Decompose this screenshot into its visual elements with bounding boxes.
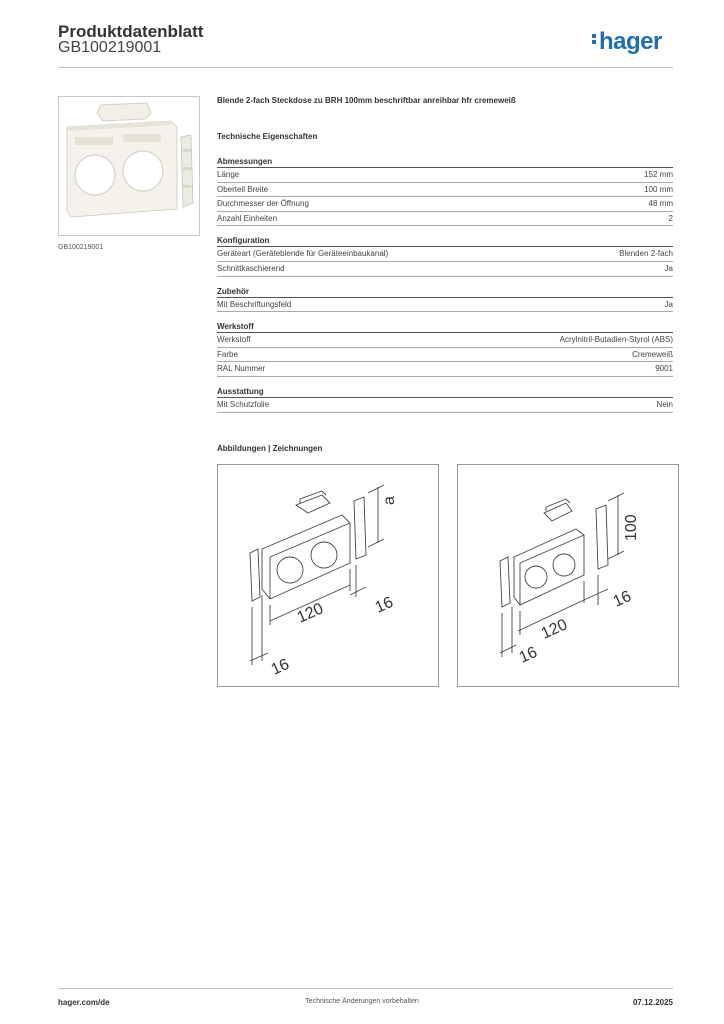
drawing-2-svg xyxy=(458,465,678,686)
spec-row xyxy=(217,183,673,198)
spec-content xyxy=(217,96,673,421)
spec-row xyxy=(217,212,673,227)
spec-value: 9001 xyxy=(655,364,673,374)
spec-value: Blenden 2-fach xyxy=(619,249,673,259)
product-name: Blende 2-fach Steckdose zu BRH 100mm beschriftbar anreihbar hfr cremeweiß xyxy=(217,96,516,105)
spec-row xyxy=(217,362,673,377)
hager-logo xyxy=(592,28,662,56)
spec-label: RAL Nummer xyxy=(217,364,266,374)
dim-label-width: 120 xyxy=(538,616,571,643)
spec-group-material xyxy=(217,320,673,377)
technical-drawing-1 xyxy=(217,464,439,687)
figures-heading: Abbildungen | Zeichnungen xyxy=(217,444,323,453)
dim-label-width: 120 xyxy=(294,600,327,627)
spec-group-configuration xyxy=(217,234,673,276)
document-number: GB100219001 xyxy=(58,39,162,56)
spec-row xyxy=(217,197,673,212)
section-heading: Technische Eigenschaften xyxy=(217,132,318,141)
dim-label-height: 100 xyxy=(623,514,640,541)
cover-plate-image xyxy=(59,97,199,235)
spec-row xyxy=(217,168,673,183)
drawing-1-svg xyxy=(218,465,438,686)
header-divider xyxy=(58,67,673,68)
spec-label: Schnittkaschierend xyxy=(217,263,285,273)
spec-groups xyxy=(217,155,673,413)
spec-label: Oberteil Breite xyxy=(217,184,269,194)
spec-row xyxy=(217,262,673,277)
dim-label-a: a xyxy=(381,496,398,505)
spec-label: Anzahl Einheiten xyxy=(217,213,278,223)
spec-label: Länge xyxy=(217,170,240,179)
group-title: Werkstoff xyxy=(217,320,673,333)
spec-row xyxy=(217,398,673,413)
dim-label-side: 16 xyxy=(610,587,634,611)
spec-value: Ja xyxy=(664,299,673,309)
spec-group-equipment xyxy=(217,385,673,413)
spec-value: 2 xyxy=(668,213,673,223)
footer-disclaimer: Technische Änderungen vorbehalten xyxy=(305,998,419,1005)
group-title: Zubehör xyxy=(217,285,673,298)
group-title: Konfiguration xyxy=(217,234,673,247)
spec-label: Farbe xyxy=(217,349,238,359)
spec-group-dimensions xyxy=(217,155,673,226)
spec-row xyxy=(217,247,673,262)
spec-label: Durchmesser der Öffnung xyxy=(217,199,309,209)
dim-label-left: 16 xyxy=(516,643,540,667)
footer-divider xyxy=(58,988,673,989)
spec-row xyxy=(217,333,673,348)
logo-colon-icon xyxy=(592,32,597,46)
spec-label: Mit Schutzfolie xyxy=(217,399,270,409)
spec-value: Acrylnitril-Butadien-Styrol (ABS) xyxy=(559,335,673,345)
spec-label: Geräteart (Geräteblende für Geräteeinbaukanal) xyxy=(217,249,389,259)
spec-value: 100 mm xyxy=(644,184,673,194)
logo-text: hager xyxy=(599,28,662,55)
group-title: Ausstattung xyxy=(217,385,673,398)
spec-row xyxy=(217,348,673,363)
dim-label-side: 16 xyxy=(372,593,396,617)
spec-value: Nein xyxy=(656,399,673,409)
product-photo xyxy=(58,96,200,236)
spec-label: Mit Beschriftungsfeld xyxy=(217,299,292,309)
group-title: Abmessungen xyxy=(217,155,673,168)
technical-drawing-2 xyxy=(457,464,679,687)
spec-label: Werkstoff xyxy=(217,335,251,345)
spec-value: 48 mm xyxy=(648,199,673,209)
document-title: Produktdatenblatt xyxy=(58,22,204,41)
dim-label-left: 16 xyxy=(268,655,292,679)
spec-value: Cremeweiß xyxy=(632,349,673,359)
spec-group-accessories xyxy=(217,285,673,313)
spec-value: 152 mm xyxy=(644,170,673,179)
spec-row xyxy=(217,298,673,313)
photo-caption: GB100219001 xyxy=(58,244,104,251)
footer-website-link[interactable]: hager.com/de xyxy=(58,998,110,1007)
footer-date: 07.12.2025 xyxy=(632,998,673,1007)
spec-value: Ja xyxy=(664,263,673,273)
